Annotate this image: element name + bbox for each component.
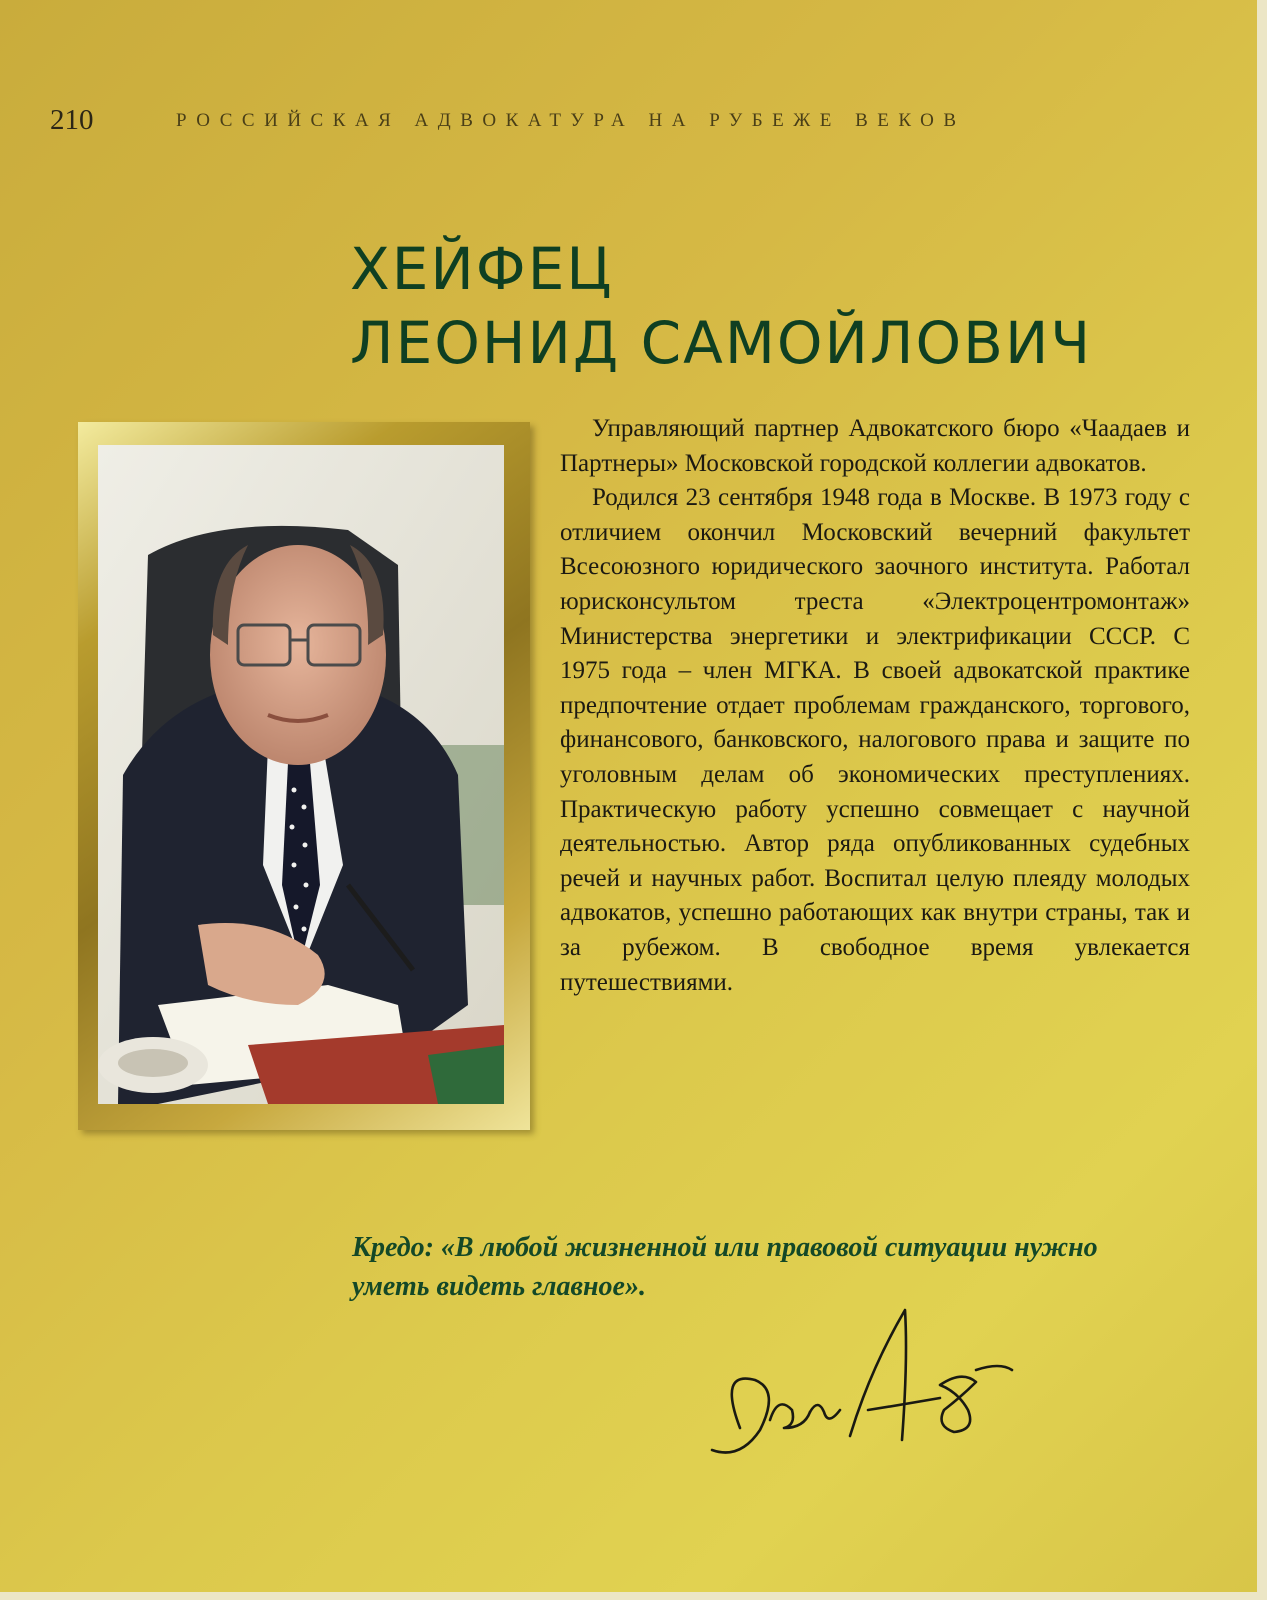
photo-frame	[78, 422, 530, 1130]
motto: Кредо: «В любой жизненной или правовой ситуации нужно уметь видеть главное».	[352, 1232, 1098, 1302]
surname: ХЕЙФЕЦ	[350, 235, 614, 303]
signature-graphic	[700, 1300, 1060, 1485]
page-number: 210	[50, 104, 94, 136]
portrait-illustration	[98, 445, 504, 1104]
given-names: ЛЕОНИД САМОЙЛОВИЧ	[350, 309, 1093, 377]
page-header	[50, 104, 1190, 144]
person-name-heading	[350, 232, 1092, 380]
bio-paragraph: Управляющий партнер Адвокатского бюро «Чаадаев и Партнеры» Московской городской коллегии адвокатов.	[560, 415, 1190, 477]
biography	[560, 412, 1190, 1000]
portrait-photo	[98, 445, 504, 1104]
running-title: РОССИЙСКАЯ АДВОКАТУРА НА РУБЕЖЕ ВЕКОВ	[176, 110, 966, 131]
bio-paragraph: Родился 23 сентября 1948 года в Москве. В 1973 году с отличием окончил Московский вечерний факультет Всесоюзного юридического заочного института. Работал юрисконсультом треста «Электроцентромонтаж» Министерства энергетики и электрификации СССР. С 1975 года – член МГКА. В своей адвокатской практике предпочтение отдает проблемам гражданского, торгового, финансового, банковского, налогового права и защите по уголовным делам об экономических преступлениях. Практическую работу успешно совмещает с научной деятельностью. Автор ряда опубликованных судебных речей и научных работ. Воспитал целую плеяду молодых адвокатов, успешно работающих как внутри страны, так и за рубежом. В свободное время увлекается путешествиями.	[560, 484, 1190, 996]
